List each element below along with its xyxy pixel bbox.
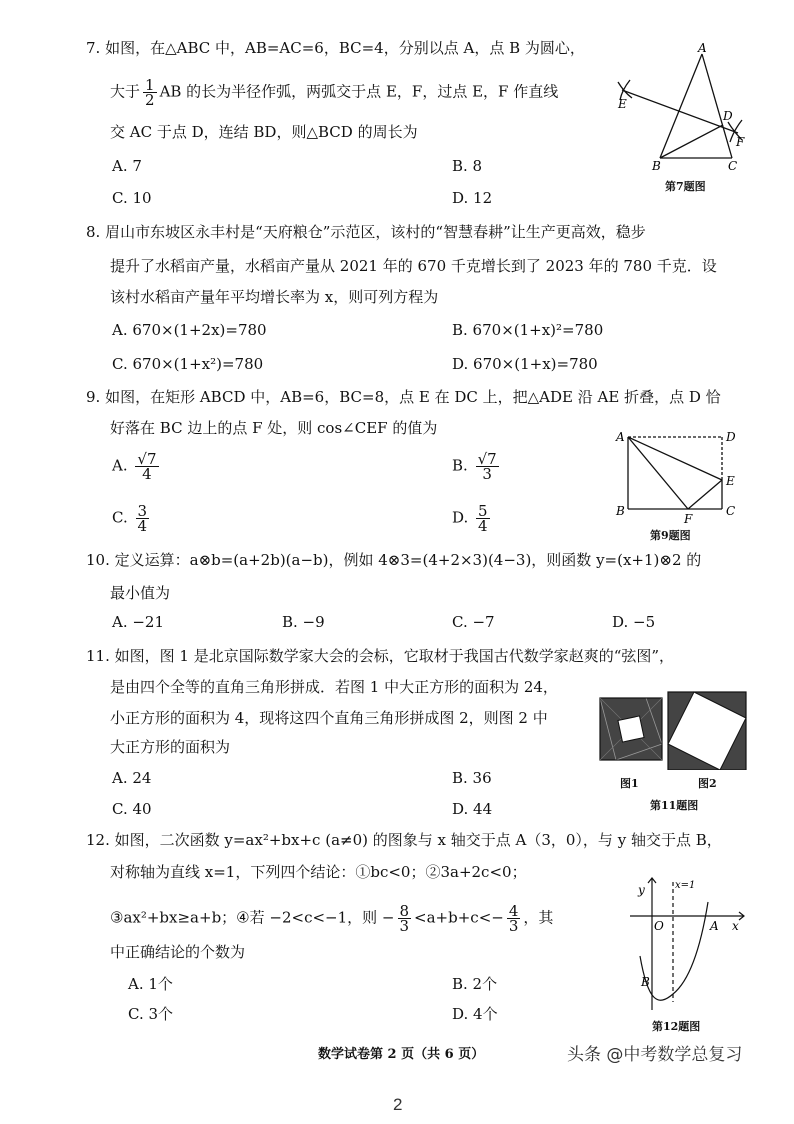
- q9-label-a: A: [616, 430, 625, 444]
- q8-option-a: A. 670×(1+2x)=780: [112, 321, 267, 339]
- q7-line-2b: AB 的长为半径作弧，两弧交于点 E，F，过点 E，F 作直线: [159, 82, 559, 101]
- q12-option-c: C. 3个: [128, 1005, 174, 1023]
- q11-option-c: C. 40: [112, 800, 152, 818]
- q12-frac2-den: 3: [508, 917, 519, 935]
- q12-label-o: O: [654, 919, 664, 933]
- q12-frac2-num: 4: [508, 902, 519, 920]
- q12-figure: [628, 872, 750, 1012]
- q7-label-f: F: [736, 135, 745, 149]
- q9-option-b: [452, 452, 502, 481]
- q9-option-c-label: C.: [112, 508, 128, 527]
- q10-option-a: A. −21: [112, 613, 165, 631]
- q7-caption: 第7题图: [665, 180, 706, 193]
- q11-option-b: B. 36: [452, 769, 492, 787]
- q9-option-a-fraction: [135, 452, 158, 481]
- q11-figure: [598, 690, 750, 770]
- q11-option-d: D. 44: [452, 800, 493, 818]
- q12-fraction-1: [398, 904, 412, 933]
- q7-line-1: 7. 如图，在△ABC 中，AB=AC=6，BC=4，分别以点 A，点 B 为圆心，: [86, 39, 585, 57]
- q11-line-4: 大正方形的面积为: [110, 738, 231, 756]
- q12-label-axis: x=1: [675, 880, 696, 891]
- q11-line-1: 11. 如图，图 1 是北京国际数学家大会的会标，它取材于我国古代数学家赵爽的“弦图”，: [86, 647, 675, 665]
- q9-option-b-fraction: [476, 452, 499, 481]
- q9-option-d-label: D.: [452, 508, 469, 527]
- q12-label-a: A: [710, 919, 719, 933]
- q9-option-d-num: 5: [478, 502, 488, 520]
- q12-line-3b: <a+b+c<−: [414, 908, 504, 927]
- page-number: 2: [393, 1095, 403, 1114]
- q9-label-f: F: [684, 512, 693, 525]
- q12-line-1: 12. 如图，二次函数 y=ax²+bx+c (a≠0) 的图象与 x 轴交于点 A（3，0），与 y 轴交于点 B，: [86, 831, 722, 849]
- q9-option-c-fraction: [136, 504, 150, 533]
- q8-line-2: 提升了水稻亩产量，水稻亩产量从 2021 年的 670 千克增长到了 2023 年的 780 千克．设: [110, 257, 717, 275]
- q12-line-3c: ，其: [523, 908, 554, 927]
- q11-fig1-label: 图1: [620, 777, 639, 790]
- q9-option-b-num: √7: [477, 450, 497, 468]
- q8-option-d: D. 670×(1+x)=780: [452, 355, 598, 373]
- q11-fig2-label: 图2: [698, 777, 717, 790]
- q7-label-b: B: [652, 159, 661, 173]
- q7-option-c: C. 10: [112, 189, 152, 207]
- q12-caption: 第12题图: [652, 1020, 701, 1033]
- q7-line-3: 交 AC 于点 D，连结 BD，则△BCD 的周长为: [110, 123, 418, 141]
- q7-figure: [610, 40, 760, 175]
- q7-option-b: B. 8: [452, 157, 483, 175]
- watermark: 头条 @中考数学总复习: [567, 1045, 743, 1065]
- q12-label-x: x: [732, 919, 739, 933]
- q9-option-c-num: 3: [137, 502, 148, 520]
- q9-option-a-num: √7: [137, 450, 157, 468]
- q12-line-3a: ③ax²+bx≥a+b；④若 −2<c<−1，则 −: [110, 908, 395, 927]
- q10-line-1: 10. 定义运算：a⊗b=(a+2b)(a−b)，例如 4⊗3=(4+2×3)(4−3)，则函数 y=(x+1)⊗2 的: [86, 551, 702, 569]
- q9-label-d: D: [726, 430, 736, 444]
- q11-line-3: 小正方形的面积为 4，现将这四个直角三角形拼成图 2，则图 2 中: [110, 709, 548, 727]
- q12-fraction-2: [507, 904, 521, 933]
- q11-line-2: 是由四个全等的直角三角形拼成．若图 1 中大正方形的面积为 24，: [110, 678, 558, 696]
- q7-label-e: E: [618, 97, 627, 111]
- q7-option-a: A. 7: [112, 157, 142, 175]
- q10-line-2: 最小值为: [110, 584, 171, 602]
- q9-option-a-den: 4: [142, 465, 152, 483]
- q12-option-a: A. 1个: [128, 975, 173, 993]
- q9-line-1: 9. 如图，在矩形 ABCD 中，AB=6，BC=8，点 E 在 DC 上，把△ADE 沿 AE 折叠，点 D 恰: [86, 388, 721, 406]
- q12-label-y: y: [638, 883, 645, 897]
- q7-frac-den: 2: [145, 91, 155, 109]
- q12-line-3: [110, 904, 553, 933]
- q12-line-2: 对称轴为直线 x=1，下列四个结论：①bc<0；②3a+2c<0；: [110, 863, 527, 881]
- q8-option-c: C. 670×(1+x²)=780: [112, 355, 264, 373]
- q9-option-d-den: 4: [478, 517, 488, 535]
- page-footer: 数学试卷第 2 页（共 6 页）: [318, 1047, 485, 1062]
- q10-option-c: C. −7: [452, 613, 495, 631]
- q12-option-b: B. 2个: [452, 975, 498, 993]
- q9-option-c-den: 4: [137, 517, 148, 535]
- q9-caption: 第9题图: [650, 529, 691, 542]
- q9-option-c: [112, 504, 152, 533]
- q12-option-d: D. 4个: [452, 1005, 498, 1023]
- q12-label-b: B: [641, 975, 650, 989]
- q9-option-d: [452, 504, 493, 533]
- q12-frac1-den: 3: [399, 917, 410, 935]
- q9-label-b: B: [616, 504, 625, 518]
- q7-fraction: [143, 78, 157, 107]
- q9-label-c: C: [726, 504, 736, 518]
- q9-line-2: 好落在 BC 边上的点 F 处，则 cos∠CEF 的值为: [110, 419, 438, 437]
- q7-option-d: D. 12: [452, 189, 493, 207]
- q8-line-3: 该村水稻亩产量年平均增长率为 x，则可列方程为: [110, 288, 439, 306]
- q12-line-4: 中正确结论的个数为: [110, 943, 246, 961]
- q11-option-a: A. 24: [112, 769, 152, 787]
- q7-frac-num: 1: [145, 76, 155, 94]
- q9-option-a: [112, 452, 162, 481]
- q8-line-1: 8. 眉山市东坡区永丰村是“天府粮仓”示范区，该村的“智慧春耕”让生产更高效，稳步: [86, 223, 646, 241]
- q9-option-d-fraction: [476, 504, 490, 533]
- q9-option-b-label: B.: [452, 456, 468, 475]
- q10-option-b: B. −9: [282, 613, 325, 631]
- q11-caption: 第11题图: [650, 799, 699, 812]
- q10-option-d: D. −5: [612, 613, 656, 631]
- q7-label-a: A: [698, 41, 707, 55]
- q9-option-a-label: A.: [112, 456, 128, 475]
- q7-line-2: [110, 78, 558, 107]
- q9-figure: [612, 425, 747, 525]
- q12-frac1-num: 8: [399, 902, 410, 920]
- q7-label-c: C: [728, 159, 738, 173]
- q7-label-d: D: [723, 109, 733, 123]
- q9-label-e: E: [726, 474, 735, 488]
- q7-line-2a: 大于: [110, 82, 141, 101]
- q8-option-b: B. 670×(1+x)²=780: [452, 321, 604, 339]
- q9-option-b-den: 3: [482, 465, 492, 483]
